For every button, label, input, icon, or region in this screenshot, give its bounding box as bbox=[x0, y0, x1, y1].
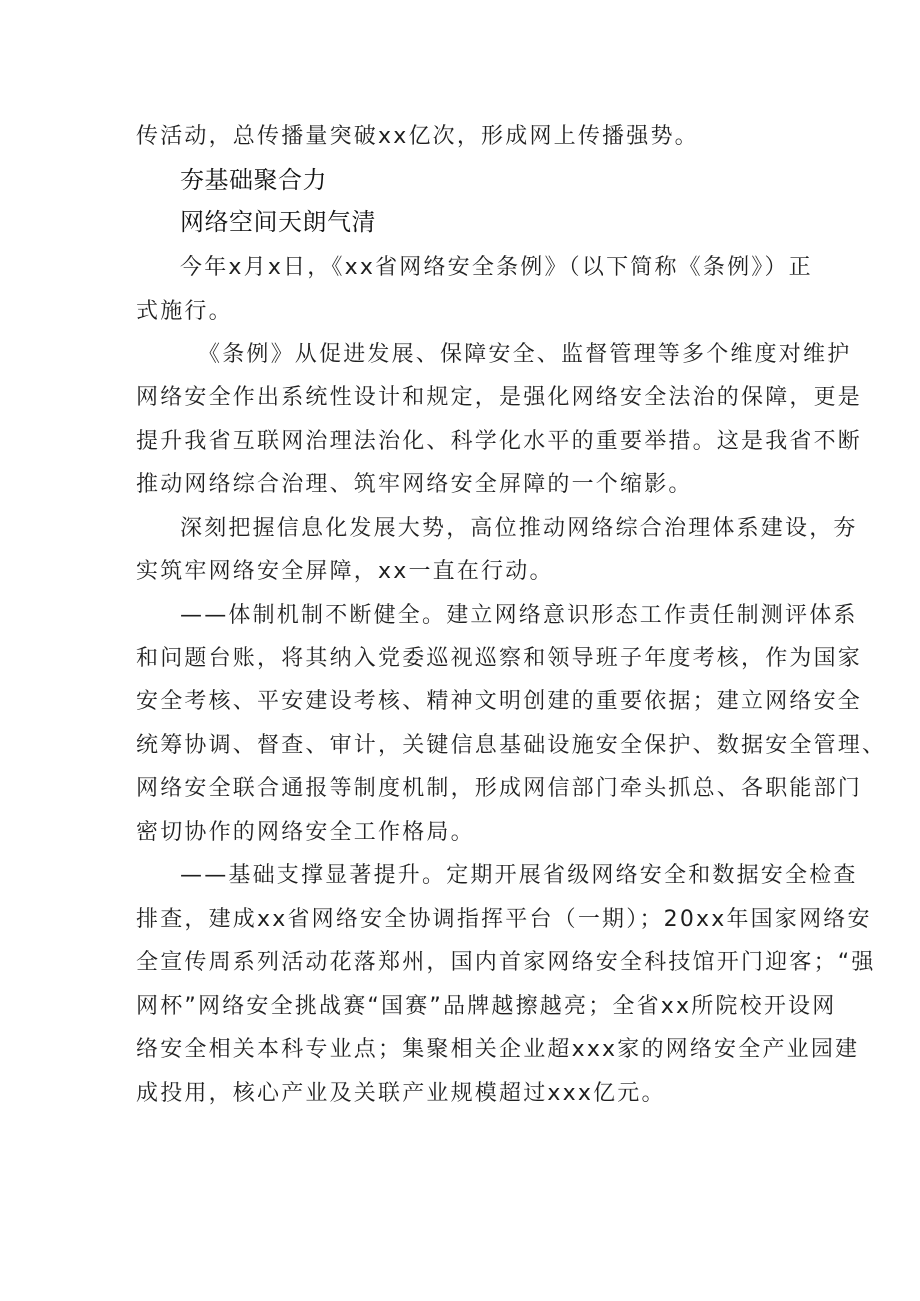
text-line-17: 排查，建成xx省网络安全协调指挥平台（一期）；20xx年国家网络安 bbox=[136, 907, 872, 932]
text-line-14: 网络安全联合通报等制度机制，形成网信部门牵头抓总、各职能部门 bbox=[136, 776, 863, 801]
section-heading-2: 网络空间天朗气清 bbox=[180, 208, 376, 236]
text-line-20: 络安全相关本科专业点；集聚相关企业超xxx家的网络安全产业园建 bbox=[136, 1037, 860, 1062]
text-line-13: 统筹协调、督查、审计，关键信息基础设施安全保护、数据安全管理、 bbox=[136, 733, 887, 758]
text-line-8: 深刻把握信息化发展大势，高位推动网络综合治理体系建设，夯 bbox=[180, 516, 858, 541]
text-line-6: 提升我省互联网治理法治化、科学化水平的重要举措。这是我省不断 bbox=[136, 429, 863, 454]
text-line-2: 今年x月x日，《xx省网络安全条例》（以下简称《条例》）正 bbox=[180, 255, 813, 280]
text-line-21: 成投用，核心产业及关联产业规模超过xxx亿元。 bbox=[136, 1081, 666, 1106]
text-line-9: 实筑牢网络安全屏障，xx一直在行动。 bbox=[136, 559, 554, 584]
text-line-4: 《条例》从促进发展、保障安全、监督管理等多个维度对维护 bbox=[198, 342, 852, 367]
text-line-3: 式施行。 bbox=[136, 299, 233, 324]
text-line-12: 安全考核、平安建设考核、精神文明创建的重要依据；建立网络安全 bbox=[136, 689, 863, 714]
text-line-10: ——体制机制不断健全。建立网络意识形态工作责任制测评体系 bbox=[180, 603, 858, 628]
text-line-1: 传活动，总传播量突破xx亿次，形成网上传播强势。 bbox=[136, 124, 699, 149]
text-line-11: 和问题台账，将其纳入党委巡视巡察和领导班子年度考核，作为国家 bbox=[136, 646, 863, 671]
text-line-19: 网杯”网络安全挑战赛“国赛”品牌越擦越亮；全省xx所院校开设网 bbox=[136, 994, 837, 1019]
text-line-7: 推动网络综合治理、筑牢网络安全屏障的一个缩影。 bbox=[136, 472, 693, 497]
text-line-5: 网络安全作出系统性设计和规定，是强化网络安全法治的保障，更是 bbox=[136, 385, 863, 410]
text-line-15: 密切协作的网络安全工作格局。 bbox=[136, 820, 475, 845]
section-heading-1: 夯基础聚合力 bbox=[180, 166, 327, 194]
text-line-16: ——基础支撑显著提升。定期开展省级网络安全和数据安全检查 bbox=[180, 863, 858, 888]
text-line-18: 全宣传周系列活动花落郑州，国内首家网络安全科技馆开门迎客；“强 bbox=[136, 950, 876, 975]
